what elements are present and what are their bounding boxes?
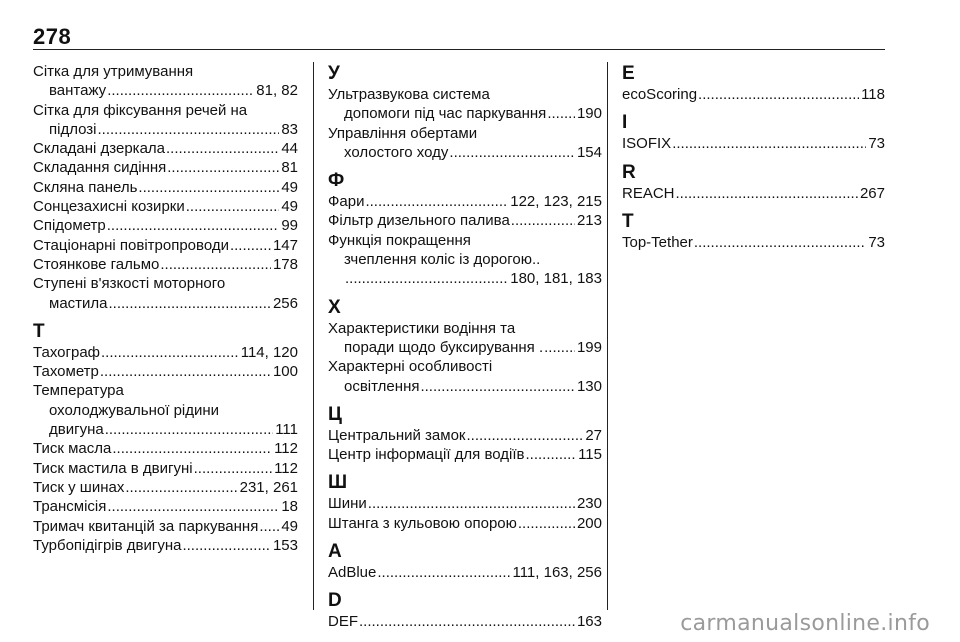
entry-term-line: Сітка для утримування — [33, 63, 194, 80]
entry-term: двигуна — [49, 421, 104, 439]
dot-leader — [186, 197, 280, 216]
entry-page-numbers: 231, 261 — [239, 478, 298, 496]
dot-leader — [107, 216, 280, 235]
entry-term: Стоянкове гальмо — [33, 255, 160, 273]
index-entry — [328, 494, 602, 513]
entry-term-line: зчеплення коліс із дорогою.. — [344, 251, 541, 269]
entry-page-numbers: 114, 120 — [240, 343, 298, 361]
dot-leader — [107, 81, 254, 100]
entry-term: Тиск у шинах — [33, 478, 125, 496]
entry-page-numbers: 112 — [274, 459, 298, 477]
index-entry — [33, 216, 298, 235]
dot-leader — [100, 362, 271, 381]
entry-term: Сонцезахисні козирки — [33, 198, 185, 216]
entry-term: допомоги під час паркування — [344, 105, 547, 123]
index-entry — [328, 563, 602, 582]
entry-page-numbers: 73 — [868, 233, 885, 251]
entry-term: мастила — [49, 294, 108, 312]
dot-leader — [345, 269, 508, 288]
entry-page-numbers: 100 — [272, 363, 298, 381]
dot-leader — [182, 536, 271, 555]
dot-leader — [125, 478, 237, 497]
entry-term: Стаціонарні повітропроводи — [33, 236, 229, 254]
entry-page-numbers: 199 — [576, 338, 602, 356]
entry-page-numbers: 213 — [576, 212, 602, 230]
index-entry — [33, 497, 298, 516]
dot-leader — [544, 338, 575, 357]
dot-leader — [160, 255, 271, 274]
entry-page-numbers: 153 — [272, 536, 298, 554]
entry-term-line: Ультразвукова система — [328, 86, 490, 103]
index-entry — [33, 236, 298, 255]
entry-term-line: Функція покращення — [328, 231, 471, 249]
entry-term-line: Характерні особливості — [328, 358, 493, 376]
entry-page-numbers: 154 — [576, 143, 602, 161]
entry-page-numbers: 147 — [272, 236, 298, 254]
entry-page-numbers: 111 — [275, 421, 298, 439]
entry-term: підлозі — [49, 120, 97, 138]
entry-term: Турбопідігрів двигуна — [33, 536, 182, 554]
header-rule — [33, 49, 885, 50]
entry-term: Спідометр — [33, 217, 106, 235]
dot-leader — [138, 178, 279, 197]
entry-term: ISOFIX — [622, 135, 672, 153]
entry-term-line: Характеристики водіння та — [328, 319, 516, 337]
entry-page-numbers: 49 — [281, 198, 298, 216]
column-divider-left — [313, 62, 314, 610]
index-entry — [33, 343, 298, 362]
entry-term: Центр інформації для водіїв — [328, 446, 525, 464]
index-entry — [33, 255, 298, 274]
entry-page-numbers: 256 — [272, 294, 298, 312]
entry-term: Тахограф — [33, 343, 101, 361]
entry-page-numbers: 49 — [281, 178, 298, 196]
index-letter-heading: R — [622, 161, 636, 183]
entry-page-numbers: 112 — [274, 440, 298, 458]
entry-term: DEF — [328, 613, 358, 631]
index-letter-heading: I — [622, 112, 628, 134]
entry-term-line: охолоджувальної рідини — [49, 401, 220, 419]
dot-leader — [167, 158, 279, 177]
dot-leader — [359, 612, 575, 631]
index-entry — [328, 85, 602, 124]
entry-term: поради щодо буксирування . — [344, 338, 544, 356]
index-column-2 — [328, 62, 602, 632]
dot-leader — [420, 377, 575, 396]
entry-page-numbers: 200 — [576, 514, 602, 532]
dot-leader — [698, 85, 859, 104]
index-letter-heading: У — [328, 63, 340, 84]
index-entry — [328, 357, 602, 396]
index-entry — [33, 158, 298, 177]
dot-leader — [672, 134, 866, 153]
watermark: carmanualsonline.info — [680, 611, 930, 636]
entry-page-numbers: 267 — [859, 184, 885, 202]
entry-term: Тримач квитанцій за паркування — [33, 517, 259, 535]
index-column-3 — [622, 62, 885, 252]
dot-leader — [112, 439, 272, 458]
entry-page-numbers: 190 — [576, 105, 602, 123]
index-letter-heading: Ц — [328, 403, 342, 425]
entry-term: Тиск мастила в двигуні — [33, 459, 193, 477]
entry-term: Трансмісія — [33, 498, 107, 516]
dot-leader — [676, 184, 858, 203]
index-entry — [622, 85, 885, 104]
entry-page-numbers: 115 — [578, 446, 602, 464]
entry-term: ecoScoring — [622, 86, 698, 103]
entry-term: Штанга з кульовою опорою — [328, 514, 517, 532]
column-divider-right — [607, 62, 608, 610]
dot-leader — [259, 517, 279, 536]
index-letter-heading: Ш — [328, 472, 348, 494]
entry-page-numbers: 99 — [281, 217, 298, 235]
dot-leader — [107, 497, 279, 516]
entry-page-numbers: 18 — [281, 498, 298, 516]
entry-term: холостого ходу — [344, 143, 449, 161]
dot-leader — [230, 236, 271, 255]
index-entry — [33, 459, 298, 478]
dot-leader — [377, 563, 510, 582]
index-letter-heading: Ф — [328, 170, 345, 192]
entry-term: Фари — [328, 193, 365, 211]
index-entry — [33, 139, 298, 158]
entry-page-numbers: 81 — [281, 159, 298, 177]
dot-leader — [526, 445, 577, 464]
entry-page-numbers: 27 — [585, 426, 602, 444]
index-entry — [33, 362, 298, 381]
entry-term-line: Ступені в'язкості моторного — [33, 275, 226, 293]
entry-page-numbers: 81, 82 — [256, 82, 298, 100]
entry-term: Складання сидіння — [33, 159, 167, 177]
entry-page-numbers: 83 — [281, 120, 298, 138]
index-entry — [622, 233, 885, 252]
entry-term-line: Температура — [33, 382, 124, 400]
index-entry — [328, 211, 602, 230]
page-number: 278 — [33, 24, 72, 49]
entry-term: освітлення — [344, 377, 420, 395]
index-entry — [33, 101, 298, 140]
dot-leader — [98, 120, 280, 139]
index-letter-heading: A — [328, 541, 342, 563]
entry-term: Тахометр — [33, 363, 99, 381]
entry-page-numbers: 230 — [576, 495, 602, 513]
index-entry — [33, 517, 298, 536]
entry-term-line: Сітка для фіксування речей на — [33, 101, 248, 119]
entry-page-numbers: 178 — [272, 255, 298, 273]
entry-term: AdBlue — [328, 564, 377, 582]
entry-page-numbers: 130 — [576, 377, 602, 395]
entry-page-numbers: 118 — [861, 86, 885, 103]
index-entry — [328, 124, 602, 163]
dot-leader — [109, 294, 271, 313]
entry-term-line: Управління обертами — [328, 124, 478, 142]
dot-leader — [105, 420, 273, 439]
dot-leader — [694, 233, 866, 252]
entry-term: Центральний замок — [328, 426, 466, 444]
entry-term: вантажу — [49, 82, 107, 100]
entry-term: Тиск масла — [33, 440, 112, 458]
index-entry — [33, 536, 298, 555]
dot-leader — [368, 494, 575, 513]
dot-leader — [547, 104, 575, 123]
index-letter-heading: D — [328, 590, 342, 612]
index-entry — [328, 231, 602, 289]
index-entry — [622, 184, 885, 203]
index-entry — [33, 439, 298, 458]
entry-term: Складані дзеркала — [33, 140, 166, 158]
index-entry — [33, 62, 298, 101]
index-entry — [33, 381, 298, 439]
entry-page-numbers: 73 — [868, 135, 885, 153]
entry-page-numbers: 122, 123, 215 — [510, 193, 602, 211]
dot-leader — [467, 426, 584, 445]
dot-leader — [101, 343, 239, 362]
index-entry — [33, 197, 298, 216]
index-entry — [33, 478, 298, 497]
entry-page-numbers: 44 — [281, 140, 298, 158]
entry-term: Шини — [328, 495, 367, 513]
index-letter-heading: E — [622, 63, 635, 84]
index-entry — [33, 274, 298, 313]
dot-leader — [194, 459, 272, 478]
dot-leader — [511, 211, 575, 230]
index-column-1 — [33, 62, 298, 555]
index-entry — [328, 426, 602, 445]
entry-page-numbers: 180, 181, 183 — [510, 270, 602, 288]
index-entry — [328, 192, 602, 211]
index-entry — [328, 319, 602, 358]
entry-page-numbers: 49 — [281, 517, 298, 535]
dot-leader — [365, 192, 508, 211]
dot-leader — [449, 143, 575, 162]
entry-term: REACH — [622, 184, 675, 202]
dot-leader — [518, 514, 575, 533]
index-letter-heading: Х — [328, 296, 341, 318]
dot-leader — [166, 139, 279, 158]
entry-term: Top-Tether — [622, 233, 693, 251]
index-entry — [33, 178, 298, 197]
index-entry — [328, 445, 602, 464]
entry-page-numbers: 163 — [576, 613, 602, 631]
entry-page-numbers: 111, 163, 256 — [512, 564, 602, 582]
entry-term: Скляна панель — [33, 178, 138, 196]
entry-term: Фільтр дизельного палива — [328, 212, 510, 230]
index-entry — [328, 514, 602, 533]
index-letter-heading: T — [622, 210, 634, 232]
index-entry — [328, 612, 602, 631]
index-entry — [622, 134, 885, 153]
index-letter-heading: Т — [33, 320, 45, 342]
